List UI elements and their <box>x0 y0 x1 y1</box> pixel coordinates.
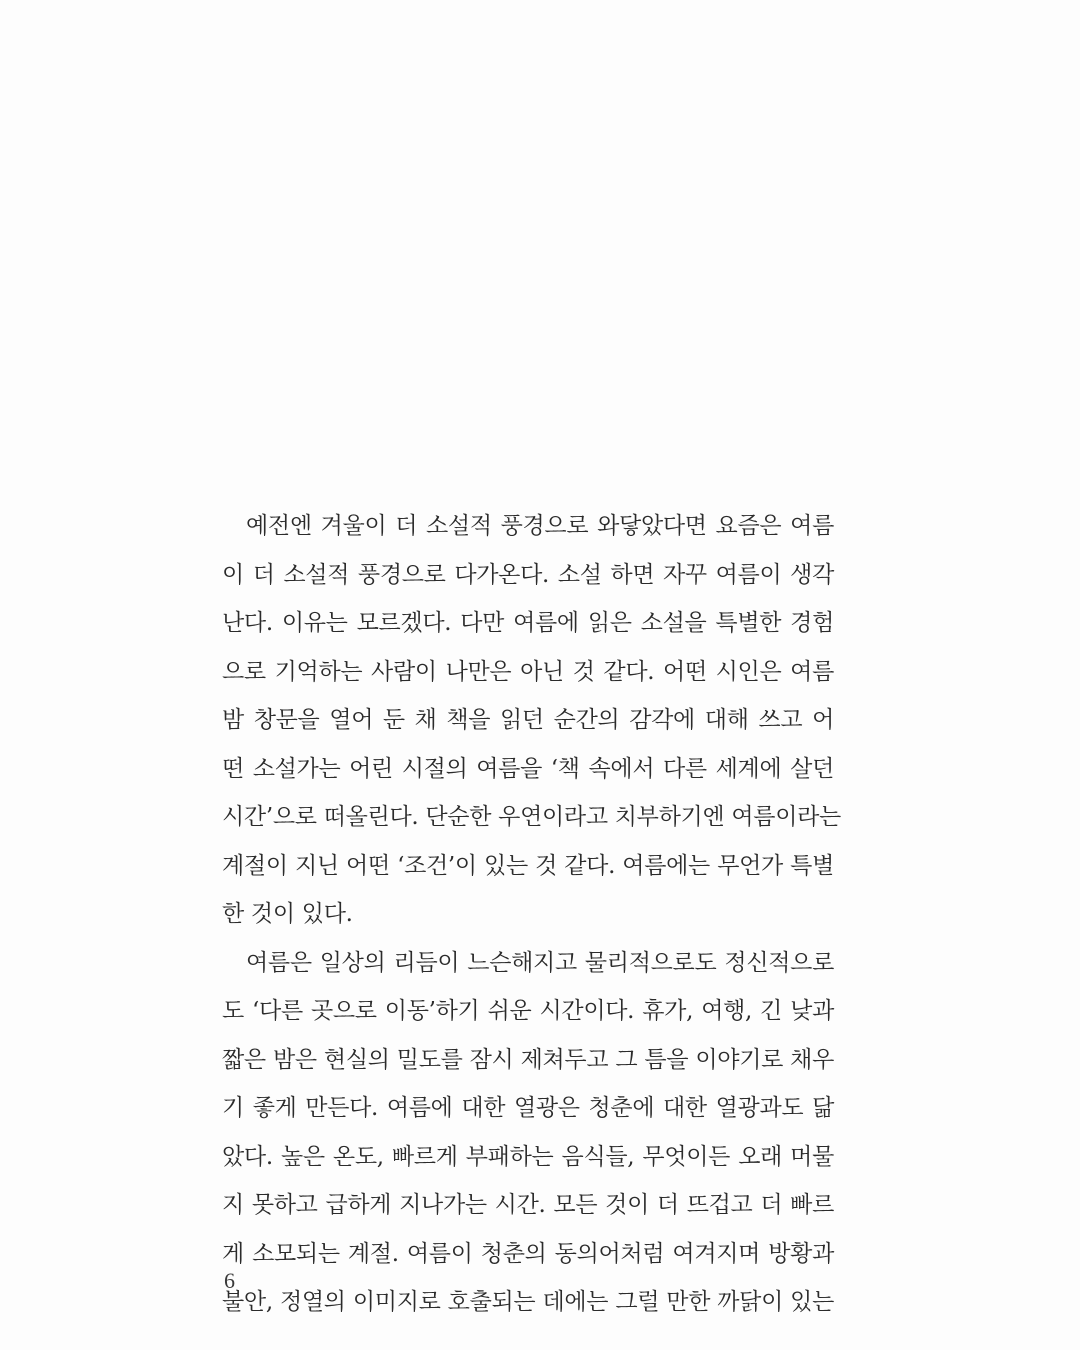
text-line: 이 더 소설적 풍경으로 다가온다. 소설 하면 자꾸 여름이 생각 <box>222 561 834 588</box>
text-line: 계절이 지닌 어떤 ‘조건’이 있는 것 같다. 여름에는 무언가 특별 <box>222 852 834 879</box>
body-text <box>222 502 841 1327</box>
text-line: 여름은 일상의 리듬이 느슨해지고 물리적으로도 정신적으로 <box>246 949 834 976</box>
text-line: 떤 소설가는 어린 시절의 여름을 ‘책 속에서 다른 세계에 살던 <box>222 755 834 782</box>
text-line: 불안, 정열의 이미지로 호출되는 데에는 그럴 만한 까닭이 있는 <box>222 1289 834 1315</box>
text-line: 예전엔 겨울이 더 소설적 풍경으로 와닿았다면 요즘은 여름 <box>246 513 834 539</box>
text-line: 지 못하고 급하게 지나가는 시간. 모든 것이 더 뜨겁고 더 빠르 <box>222 1192 834 1218</box>
text-line: 으로 기억하는 사람이 나만은 아닌 것 같다. 어떤 시인은 여름 <box>222 658 834 685</box>
text-line: 짧은 밤은 현실의 밀도를 잠시 제쳐두고 그 틈을 이야기로 채우 <box>222 1046 834 1073</box>
page-number: 6 <box>224 1268 235 1293</box>
text-line: 도 ‘다른 곳으로 이동’하기 쉬운 시간이다. 휴가, 여행, 긴 낮과 <box>222 998 834 1024</box>
text-line: 기 좋게 만든다. 여름에 대한 열광은 청춘에 대한 열광과도 닮 <box>222 1095 834 1121</box>
text-line: 시간’으로 떠올린다. 단순한 우연이라고 치부하기엔 여름이라는 <box>222 804 841 830</box>
text-line: 게 소모되는 계절. 여름이 청춘의 동의어처럼 여겨지며 방황과 <box>222 1240 834 1267</box>
text-line: 한 것이 있다. <box>222 901 353 927</box>
text-line: 밤 창문을 열어 둔 채 책을 읽던 순간의 감각에 대해 쓰고 어 <box>222 707 834 733</box>
text-line: 았다. 높은 온도, 빠르게 부패하는 음식들, 무엇이든 오래 머물 <box>222 1143 834 1170</box>
text-line: 난다. 이유는 모르겠다. 다만 여름에 읽은 소설을 특별한 경험 <box>222 610 834 636</box>
